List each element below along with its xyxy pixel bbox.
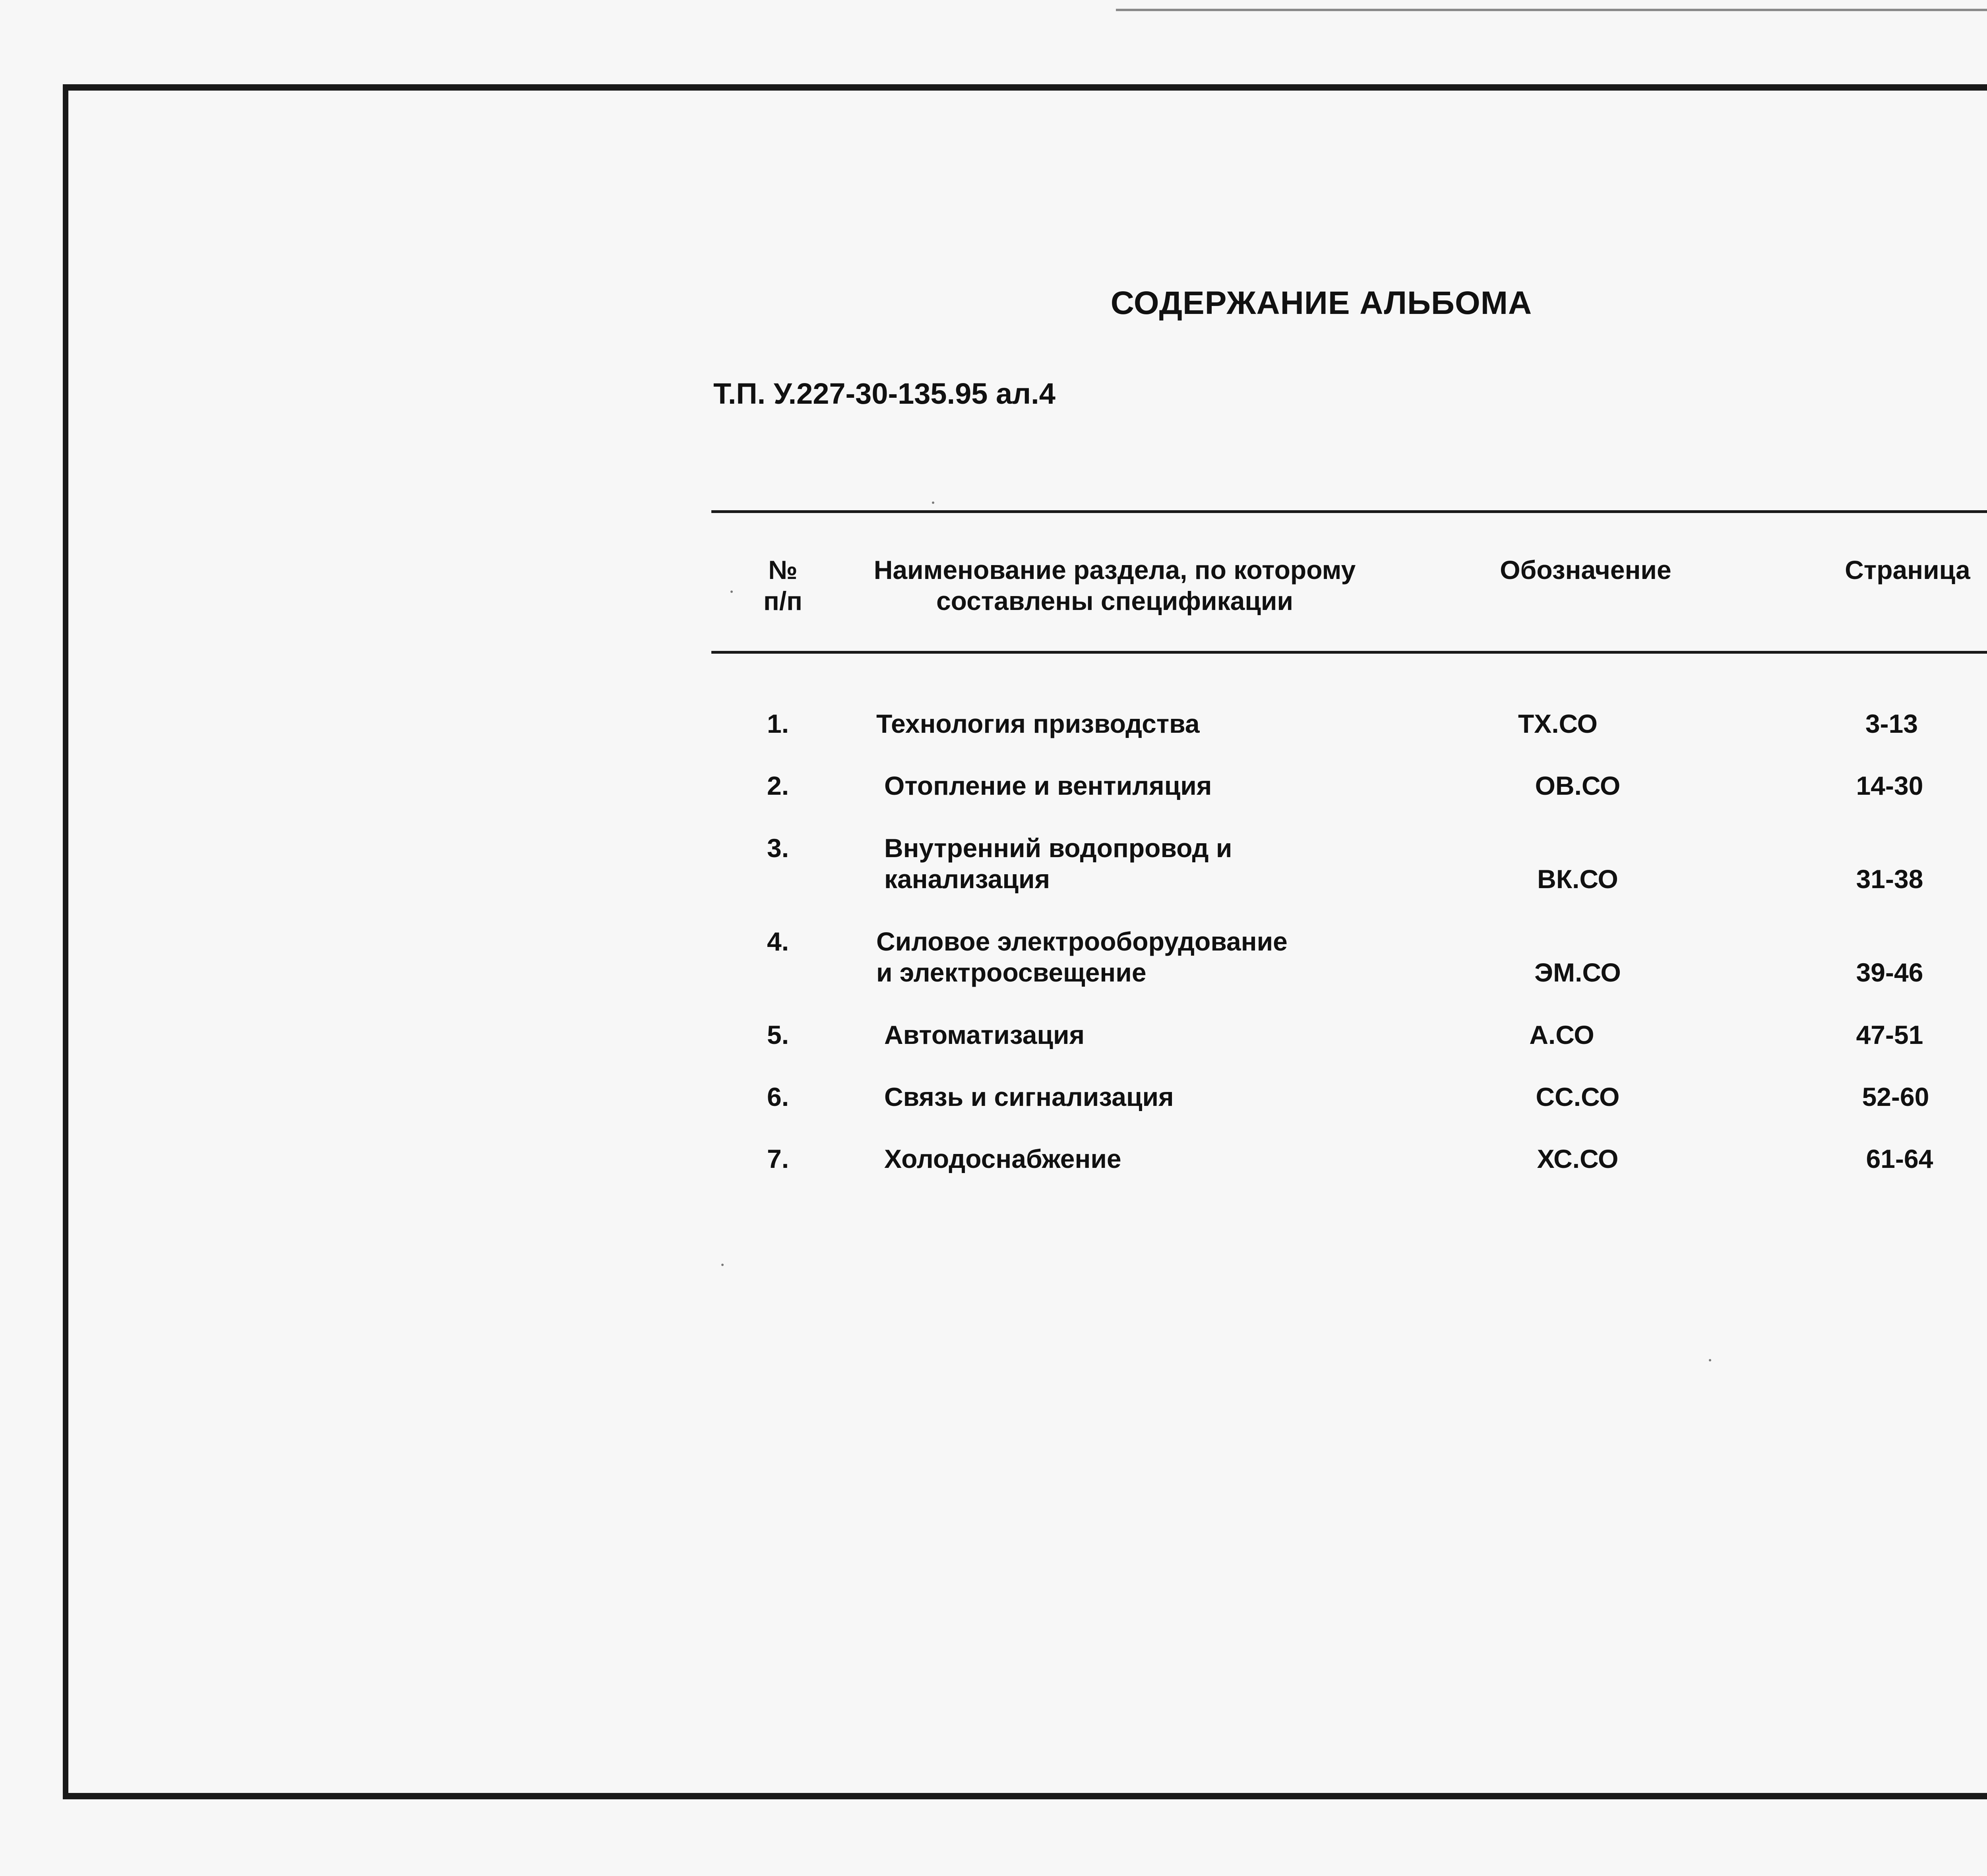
header-section-name-line2: составлены спецификации [936, 586, 1294, 616]
row-number: 6. [767, 1082, 789, 1111]
row-pages: 61-64 [1866, 1144, 1933, 1173]
row-designation: СС.СО [1536, 1082, 1620, 1111]
row-pages: 39-46 [1856, 958, 1923, 987]
row-section-name: Автоматизация [884, 1020, 1085, 1049]
row-section-name-line2: и электроосвещение [876, 958, 1146, 987]
row-pages: 47-51 [1856, 1020, 1923, 1049]
row-number: 4. [767, 927, 789, 956]
row-section-name-line2: канализация [884, 864, 1050, 894]
header-number [743, 554, 823, 616]
scan-speck [1709, 1359, 1711, 1361]
scan-speck [932, 501, 934, 504]
header-designation: Обозначение [1500, 555, 1671, 585]
row-designation: ОВ.СО [1535, 771, 1621, 800]
row-number: 7. [767, 1144, 789, 1173]
row-section-name: Отопление и вентиляция [884, 771, 1212, 800]
row-section-name: Связь и сигнализация [884, 1082, 1174, 1111]
row-designation: ТХ.СО [1518, 709, 1598, 738]
top-hairline [1116, 9, 1987, 11]
header-page: Страница [1845, 555, 1970, 585]
row-section-name: Технология призводства [876, 709, 1200, 738]
page-title: СОДЕРЖАНИЕ АЛЬБОМА [1110, 285, 1532, 321]
table-top-rule [711, 510, 1987, 513]
album-code: Т.П. У.227-30-135.95 ал.4 [713, 377, 1055, 410]
row-number: 2. [767, 771, 789, 800]
scan-speck [721, 1264, 724, 1266]
row-section-name-line1: Внутренний водопровод и [884, 833, 1232, 863]
header-number-line1: № [768, 555, 798, 585]
row-section-name-line1: Силовое электрооборудование [876, 927, 1288, 956]
header-section-name [866, 554, 1363, 616]
row-designation: А.СО [1529, 1020, 1594, 1049]
row-designation: ХС.СО [1537, 1144, 1619, 1173]
row-pages: 14-30 [1856, 771, 1923, 800]
row-designation: ЭМ.СО [1534, 958, 1621, 987]
row-pages: 3-13 [1865, 709, 1918, 738]
row-section-name [876, 926, 1288, 988]
row-number: 1. [767, 709, 789, 738]
row-number: 5. [767, 1020, 789, 1049]
row-section-name: Холодоснабжение [884, 1144, 1121, 1173]
row-pages: 52-60 [1862, 1082, 1929, 1111]
row-designation: ВК.СО [1537, 864, 1618, 894]
row-section-name [884, 832, 1232, 894]
header-number-line2: п/п [763, 586, 803, 616]
table-header-rule [711, 651, 1987, 654]
row-number: 3. [767, 833, 789, 863]
header-section-name-line1: Наименование раздела, по которому [873, 555, 1356, 585]
scan-speck [730, 590, 733, 593]
row-pages: 31-38 [1856, 864, 1923, 894]
